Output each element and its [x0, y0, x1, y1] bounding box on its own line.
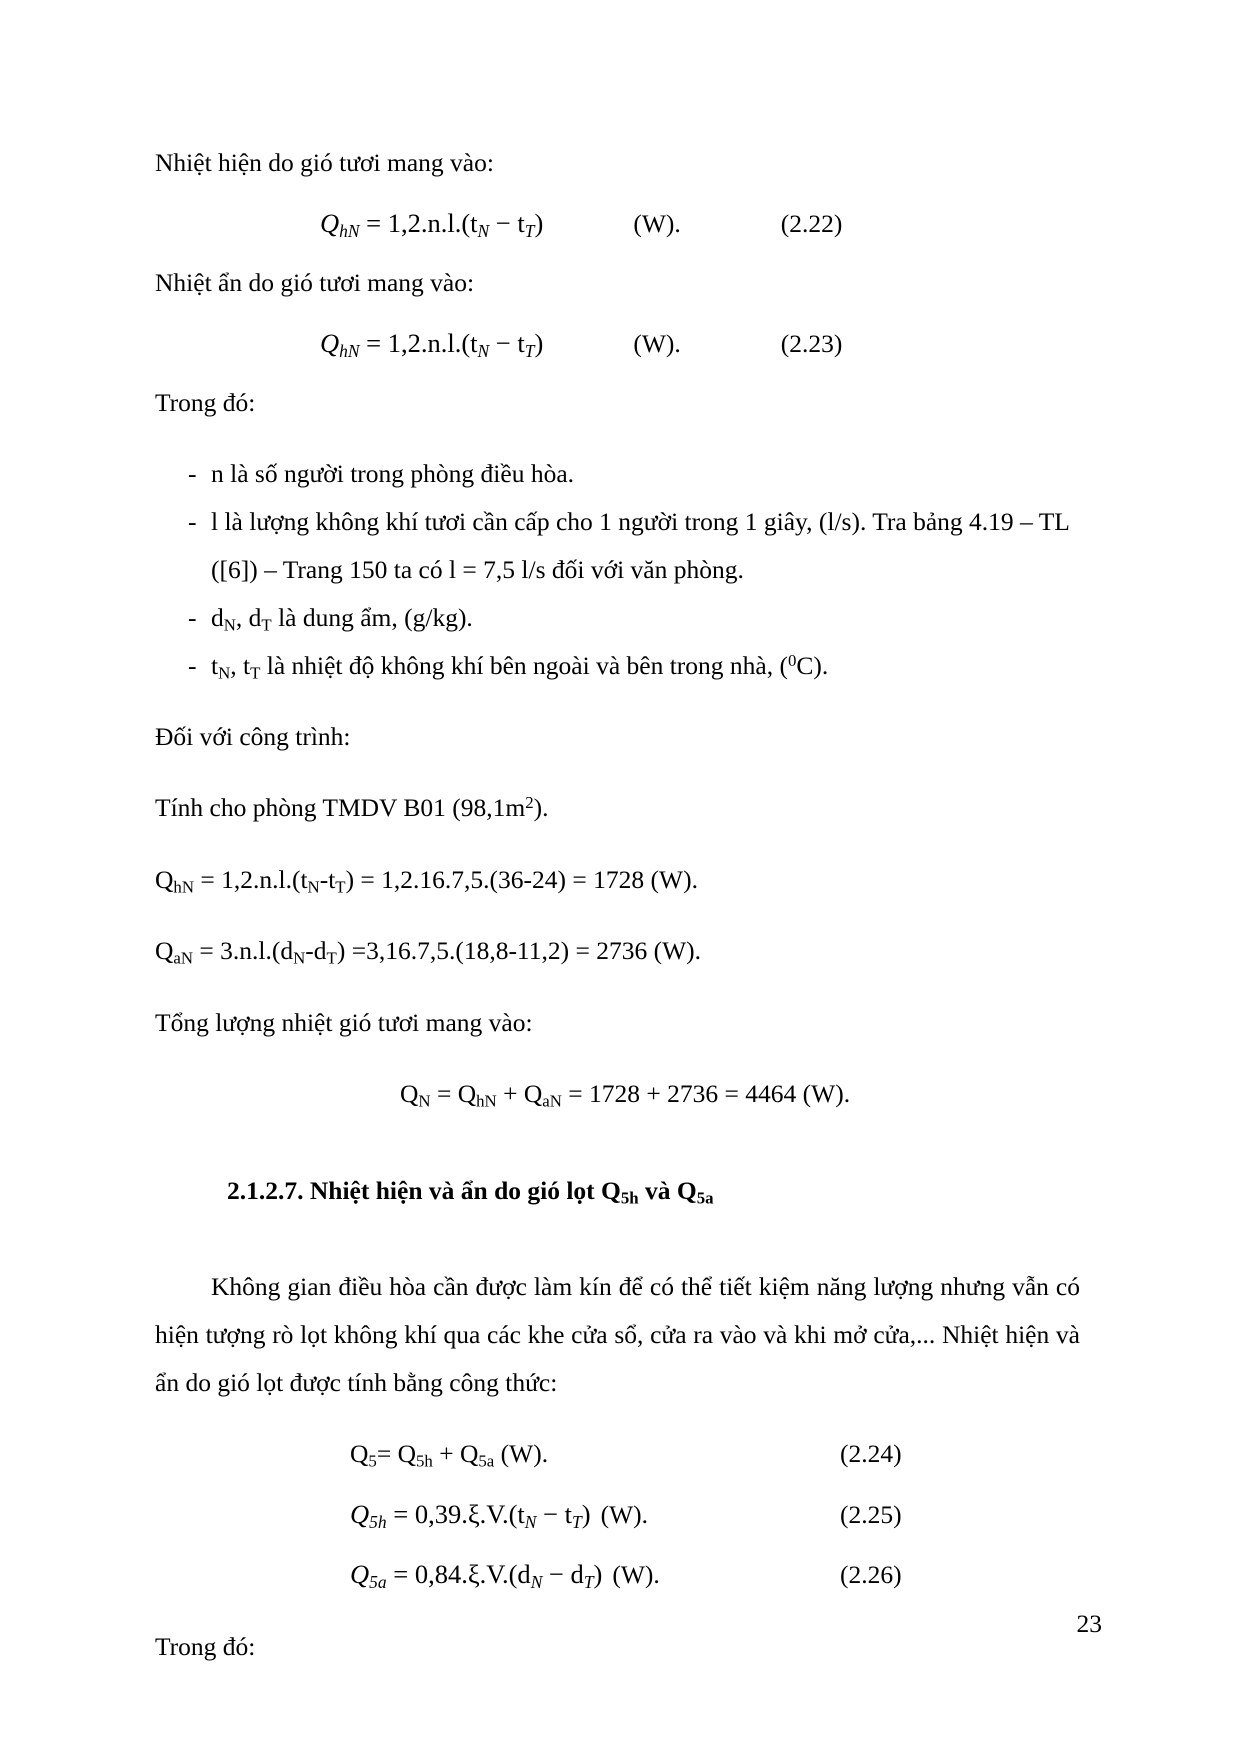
paragraph-room-calc: Tính cho phòng TMDV B01 $(98,1m^2)$.: [155, 792, 549, 822]
page-number: 23: [1076, 1608, 1102, 1638]
list-item-label: $d_N$, $d_T$ là dung ẩm, (g/kg).: [211, 602, 473, 635]
equation-2-22-expression: $Q_{hN} = 1,2.n.l.(t_N - t_T)$: [320, 207, 544, 241]
equation-2-23-number: (2.23): [780, 328, 843, 358]
equation-2-25-number: (2.25): [840, 1499, 902, 1529]
equation-2-23: [155, 327, 1080, 361]
paragraph-where-2: Trong đó:: [155, 1631, 256, 1661]
equation-2-24-expression: $Q_5= Q_{5h} + Q_{5a}$ (W).: [350, 1439, 549, 1471]
equation-2-25-expression: $Q_{5h} = 0,39.\xi.V.(t_N - t_T)$: [350, 1498, 591, 1532]
equation-2-22: [155, 207, 1080, 241]
equation-2-24-number: (2.24): [840, 1439, 902, 1468]
list-item-marker: -: [188, 458, 197, 488]
list-item-label: l là lượng không khí tươi cần cấp cho 1 người trong 1 giây, (l/s). Tra bảng 4.19 – TL ([6]) – Trang 150 ta có l = 7,5 l/s đối với văn phòng.: [211, 506, 1069, 584]
list-item: [155, 594, 1080, 642]
section-heading-2-1-2-7: 2.1.2.7. Nhiệt hiện và ẩn do gió lọt $Q_{5h}$ và $Q_{5a}$: [227, 1176, 714, 1208]
paragraph-where-1: Trong đó:: [155, 388, 256, 417]
list-item-marker: -: [188, 602, 197, 632]
equation-2-22-unit: (W).: [633, 208, 681, 238]
equation-2-25-unit: (W).: [600, 1499, 649, 1529]
list-item-label: $t_N$, $t_T$ là nhiệt độ không khí bên ngoài và bên trong nhà, ($^0$C).: [211, 650, 829, 683]
paragraph-intro-latent: Nhiệt ẩn do gió tươi mang vào:: [155, 268, 475, 297]
equation-2-26: [155, 1559, 1080, 1592]
list-item: [155, 642, 1080, 690]
equation-2-26-unit: (W).: [612, 1560, 660, 1589]
definition-list: [155, 450, 1080, 690]
equation-2-23-expression: $Q_{hN} = 1,2.n.l.(t_N - t_T)$: [320, 327, 544, 361]
section-body-text: Không gian điều hòa cần được làm kín để có thể tiết kiệm năng lượng nhưng vẫn có hiện tượng rò lọt không khí qua các khe cửa sổ, cửa ra vào và khi mở cửa,... Nhiệt hiện và ẩn do gió lọt được tính bằng công thức:: [155, 1272, 1080, 1397]
equation-2-22-number: (2.22): [780, 208, 843, 238]
paragraph-intro-sensible: Nhiệt hiện do gió tươi mang vào:: [155, 148, 494, 177]
list-item-marker: -: [188, 506, 197, 536]
equation-2-26-expression: $Q_{5a} = 0,84.\xi.V.(d_N - d_T)$: [350, 1559, 603, 1592]
page-content: [155, 150, 1080, 1659]
list-item: [155, 498, 1080, 594]
list-item-marker: -: [188, 650, 197, 680]
list-item-label: n là số người trong phòng điều hòa.: [211, 458, 575, 488]
equation-2-25: [155, 1498, 1080, 1532]
calculation-qan: $Q_{aN} = 3.n.l.(d_N-d_T) =3,16.7,5.(18,8-11,2) = 2736$ (W).: [155, 936, 702, 968]
paragraph-for-project: Đối với công trình:: [155, 721, 351, 751]
section-body-paragraph: [155, 1263, 1080, 1407]
equation-2-23-unit: (W).: [633, 328, 681, 358]
calculation-qn-total: $Q_N = Q_{hN} + Q_{aN} = 1728 + 2736 = 4464$ (W).: [400, 1079, 851, 1111]
equation-2-26-number: (2.26): [840, 1560, 902, 1589]
list-item: [155, 450, 1080, 498]
calculation-qhn: $Q_{hN} = 1,2.n.l.(t_N-t_T) = 1,2.16.7,5.(36-24) = 1728$ (W).: [155, 864, 698, 897]
paragraph-total-fresh-air: Tổng lượng nhiệt gió tươi mang vào:: [155, 1007, 533, 1037]
equation-2-24: [155, 1439, 1080, 1471]
